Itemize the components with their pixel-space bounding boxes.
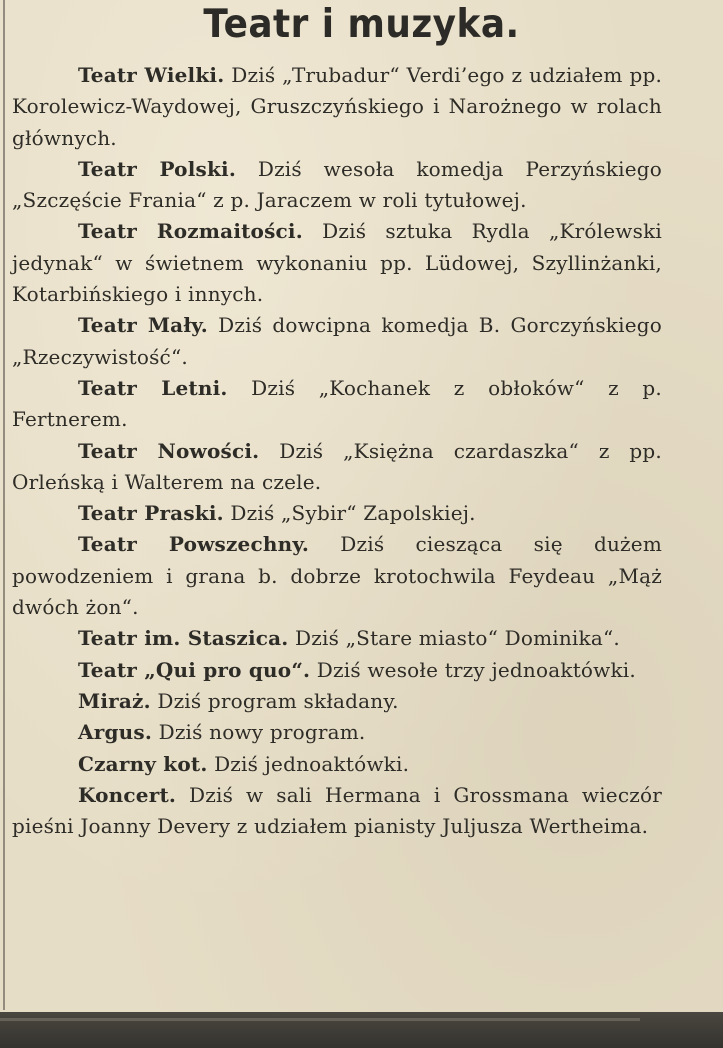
entry-text: Dziś wesołe trzy jednoaktówki. xyxy=(316,657,636,682)
entry-name: Teatr Praski. xyxy=(78,501,224,526)
column-rule xyxy=(3,0,5,1010)
entry-text: Dziś sztuka Rydla „Królewski jedynak“ w świetnem wykonaniu pp. Lüdowej, Szyllinżanki, Kotarbińskiego i innych. xyxy=(12,219,662,307)
entry-czarny-kot xyxy=(12,749,662,780)
entry-teatr-staszica xyxy=(12,623,662,654)
entry-text: Dziś ciesząca się dużem powodzeniem i grana b. dobrze krotochwila Feydeau „Mąż dwóch żon“. xyxy=(12,532,662,620)
entry-teatr-rozmaitosci xyxy=(12,216,662,310)
entry-text: Dziś „Trubadur“ Verdi’ego z udziałem pp. Korolewicz-Waydowej, Gruszczyńskiego i Narożnego w rolach głównych. xyxy=(12,63,663,150)
entry-argus xyxy=(12,717,662,748)
entry-text: Dziś dowcipna komedja B. Gorczyńskiego „Rzeczywistość“. xyxy=(12,313,663,369)
entry-teatr-wielki xyxy=(12,60,662,154)
entry-teatr-polski xyxy=(12,154,662,217)
entry-name: Teatr „Qui pro quo“. xyxy=(78,657,311,682)
entry-teatr-praski xyxy=(12,498,662,529)
page-bottom-border xyxy=(0,1012,723,1048)
entry-text: Dziś „Sybir“ Zapolskiej. xyxy=(230,501,476,526)
entry-miraz xyxy=(12,686,662,717)
entry-name: Teatr Letni. xyxy=(78,375,228,400)
entry-text: Dziś program składany. xyxy=(157,688,399,713)
entry-text: Dziś „Księżna czardaszka“ z pp. Orleńską i Walterem na czele. xyxy=(12,438,662,494)
entry-name: Teatr Polski. xyxy=(78,156,236,181)
entry-text: Dziś nowy program. xyxy=(158,720,366,745)
entry-name: Miraż. xyxy=(78,688,151,713)
border-stripe xyxy=(0,1018,640,1021)
section-heading: Teatr i muzyka. xyxy=(203,2,520,47)
entry-teatr-letni xyxy=(12,373,662,436)
entry-name: Teatr Mały. xyxy=(78,313,208,338)
entry-name: Argus. xyxy=(78,720,153,745)
entry-teatr-maly xyxy=(12,310,662,373)
entry-text: Dziś jednoaktówki. xyxy=(214,751,410,776)
article-column xyxy=(12,60,662,842)
entry-name: Teatr Wielki. xyxy=(78,63,225,87)
entry-koncert xyxy=(12,780,662,843)
entry-text: Dziś „Kochanek z obłoków“ z p. Fertnerem. xyxy=(12,375,662,432)
entry-teatr-powszechny xyxy=(12,529,662,623)
entry-name: Czarny kot. xyxy=(78,751,208,776)
entry-name: Teatr Powszechny. xyxy=(78,532,310,557)
entry-name: Teatr Nowości. xyxy=(78,438,260,463)
entry-name: Teatr im. Staszica. xyxy=(78,626,289,651)
entry-qui-pro-quo xyxy=(12,655,662,686)
entry-text: Dziś „Stare miasto“ Dominika“. xyxy=(295,626,620,651)
entry-teatr-nowosci xyxy=(12,436,662,499)
entry-text: Dziś w sali Hermana i Grossmana wieczór pieśni Joanny Devery z udziałem pianisty Juljusza Wertheima. xyxy=(12,782,662,839)
entry-text: Dziś wesoła komedja Perzyńskiego „Szczęście Frania“ z p. Jaraczem w roli tytułowej. xyxy=(12,156,662,213)
entry-name: Koncert. xyxy=(78,782,177,807)
entry-name: Teatr Rozmaitości. xyxy=(78,219,303,244)
